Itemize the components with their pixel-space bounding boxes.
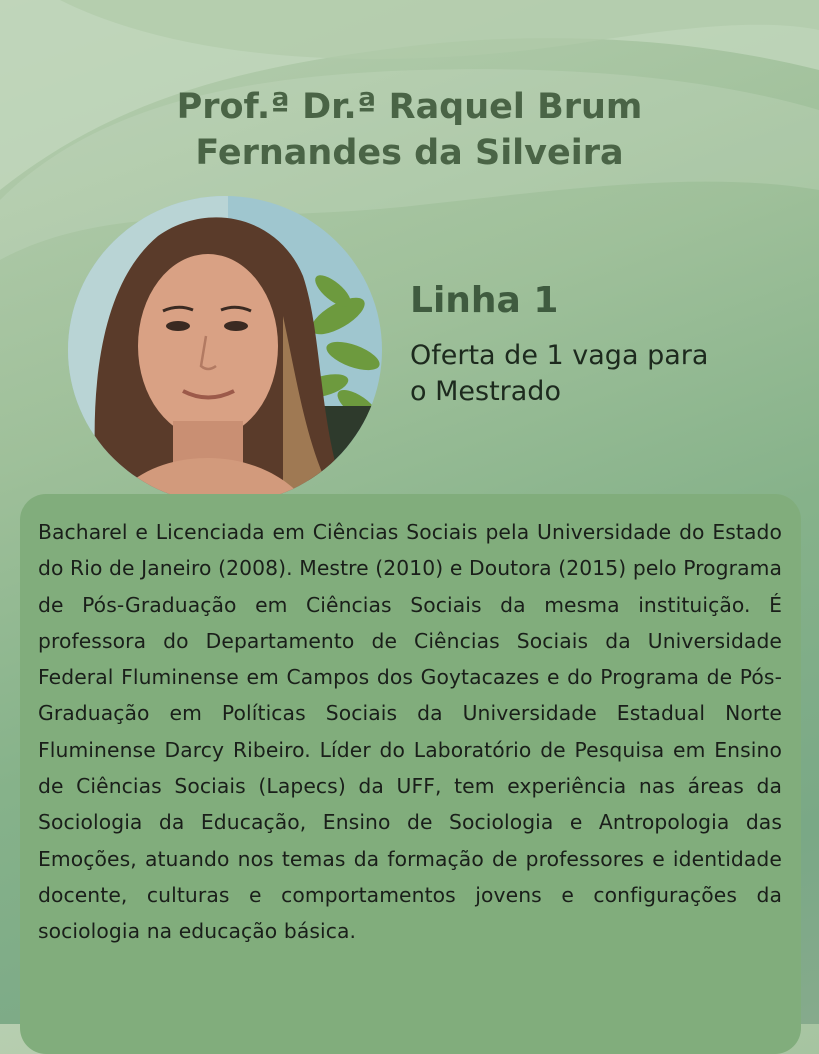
- bio-text: Bacharel e Licenciada em Ciências Sociais pela Universidade do Estado do Rio de Janeiro (2008). Mestre (2010) e Doutora (2015) pelo Programa de Pós-Graduação em Ciências Sociais da mesma instituição. É professora do Departamento de Ciências Sociais da Universidade Federal Fluminense em Campos dos Goytacazes e do Programa de Pós- Graduação em Políticas Sociais da Universidade Estadual Norte Fluminense Darcy Ribeiro. Líder do Laboratório de Pesquisa em Ensino de Ciências Sociais (Lapecs) da UFF, tem experiência nas áreas da Sociologia da Educação, Ensino de Sociologia e Antropologia das Emoções, atuando nos temas da formação de professores e identidade docente, culturas e comportamentos jovens e configurações da sociologia na educação básica.: [38, 520, 782, 944]
- offer-line-1: Oferta de 1 vaga para: [410, 340, 709, 371]
- offer-text: [410, 338, 770, 410]
- offer-line-2: o Mestrado: [410, 376, 561, 407]
- portrait-illustration: [68, 196, 382, 504]
- profile-photo: [68, 196, 382, 504]
- page-title: [0, 84, 819, 176]
- title-line-2: Fernandes da Silveira: [195, 133, 624, 173]
- title-line-1: Prof.ª Dr.ª Raquel Brum: [176, 87, 643, 127]
- linha-label: Linha 1: [410, 280, 559, 321]
